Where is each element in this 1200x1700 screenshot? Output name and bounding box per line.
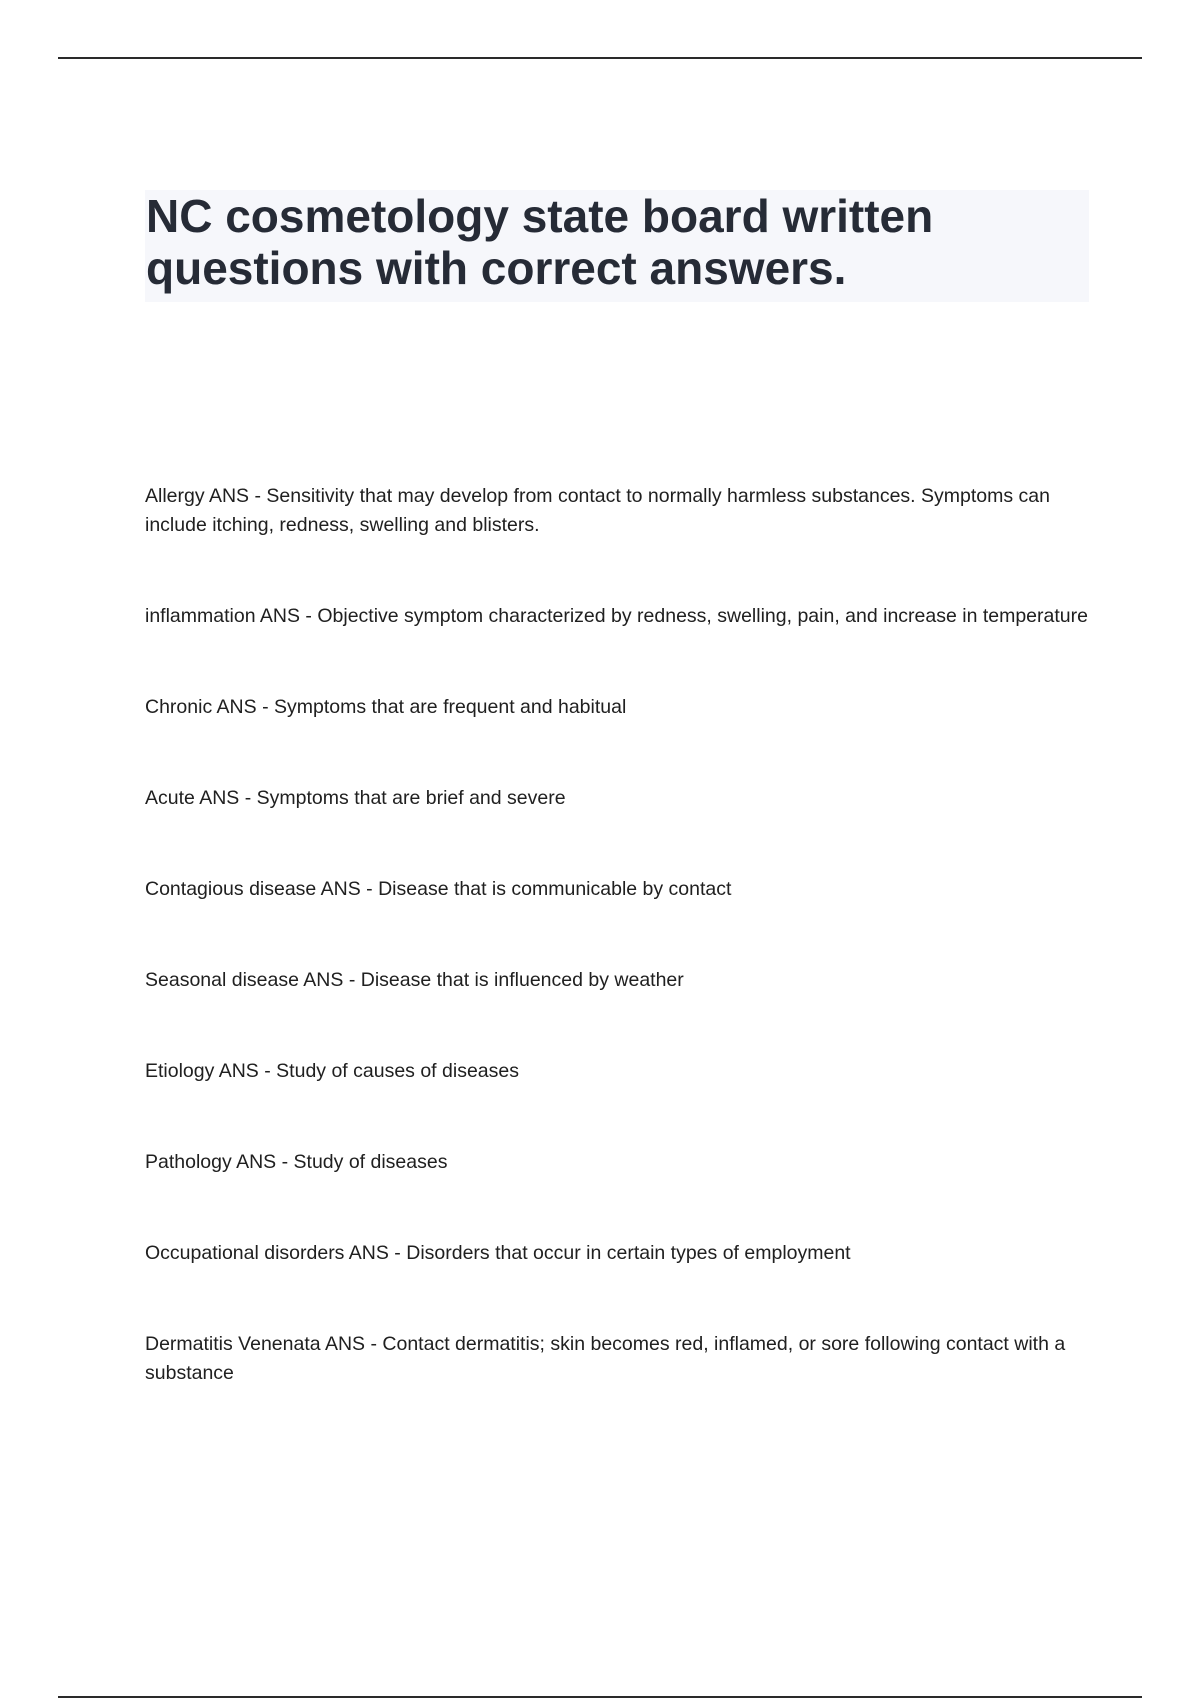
answer-separator: - bbox=[276, 1151, 294, 1173]
qa-list bbox=[145, 482, 1095, 1450]
qa-definition: Study of causes of diseases bbox=[276, 1060, 519, 1082]
qa-definition: Sensitivity that may develop from contact to normally harmless substances. Symptoms can include itching, redness, swelling and blisters. bbox=[145, 485, 1050, 536]
answer-marker: ANS bbox=[236, 1151, 277, 1173]
qa-definition: Disease that is influenced by weather bbox=[360, 969, 684, 991]
top-divider bbox=[58, 57, 1142, 59]
qa-term: Etiology bbox=[145, 1060, 215, 1082]
qa-item bbox=[145, 1330, 1095, 1388]
qa-definition: Disease that is communicable by contact bbox=[378, 878, 732, 900]
answer-marker: ANS bbox=[208, 485, 250, 507]
answer-separator: - bbox=[249, 485, 267, 507]
answer-separator: - bbox=[343, 969, 361, 991]
bottom-divider bbox=[58, 1696, 1142, 1698]
qa-item bbox=[145, 693, 1095, 722]
qa-term: Occupational disorders bbox=[145, 1242, 345, 1264]
answer-marker: ANS bbox=[320, 878, 361, 900]
answer-separator: - bbox=[388, 1242, 407, 1264]
qa-item bbox=[145, 1148, 1095, 1177]
answer-marker: ANS bbox=[324, 1333, 366, 1355]
qa-item bbox=[145, 966, 1095, 995]
qa-item bbox=[145, 784, 1095, 813]
qa-definition: Symptoms that are brief and severe bbox=[256, 787, 566, 809]
answer-marker: ANS bbox=[199, 787, 240, 809]
answer-separator: - bbox=[360, 878, 379, 900]
answer-marker: ANS bbox=[218, 1060, 259, 1082]
qa-term: Allergy bbox=[145, 485, 205, 507]
qa-definition: Study of diseases bbox=[293, 1151, 448, 1173]
qa-term: Acute bbox=[145, 787, 195, 809]
qa-item bbox=[145, 1057, 1095, 1086]
qa-item bbox=[145, 602, 1095, 631]
answer-separator: - bbox=[258, 1060, 277, 1082]
qa-definition: Contact dermatitis; skin becomes red, inflamed, or sore following contact with a substance bbox=[145, 1333, 1066, 1384]
answer-separator: - bbox=[256, 696, 274, 718]
answer-marker: ANS bbox=[348, 1242, 389, 1264]
qa-definition: Disorders that occur in certain types of employment bbox=[406, 1242, 851, 1264]
answer-separator: - bbox=[239, 787, 257, 809]
answer-marker: ANS bbox=[303, 969, 344, 991]
qa-term: Seasonal disease bbox=[145, 969, 299, 991]
qa-item bbox=[145, 1239, 1095, 1268]
qa-item bbox=[145, 875, 1095, 904]
answer-separator: - bbox=[365, 1333, 383, 1355]
qa-definition: Symptoms that are frequent and habitual bbox=[274, 696, 627, 718]
qa-term: inflammation bbox=[145, 605, 256, 627]
qa-definition: Objective symptom characterized by redness, swelling, pain, and increase in temperature bbox=[317, 605, 1088, 627]
qa-term: Chronic bbox=[145, 696, 213, 718]
qa-term: Contagious disease bbox=[145, 878, 317, 900]
answer-marker: ANS bbox=[259, 605, 300, 627]
answer-separator: - bbox=[300, 605, 318, 627]
document-title: NC cosmetology state board written questions with correct answers. bbox=[146, 190, 934, 294]
qa-term: Pathology bbox=[145, 1151, 232, 1173]
qa-term: Dermatitis Venenata bbox=[145, 1333, 321, 1355]
qa-item bbox=[145, 482, 1095, 540]
answer-marker: ANS bbox=[216, 696, 257, 718]
